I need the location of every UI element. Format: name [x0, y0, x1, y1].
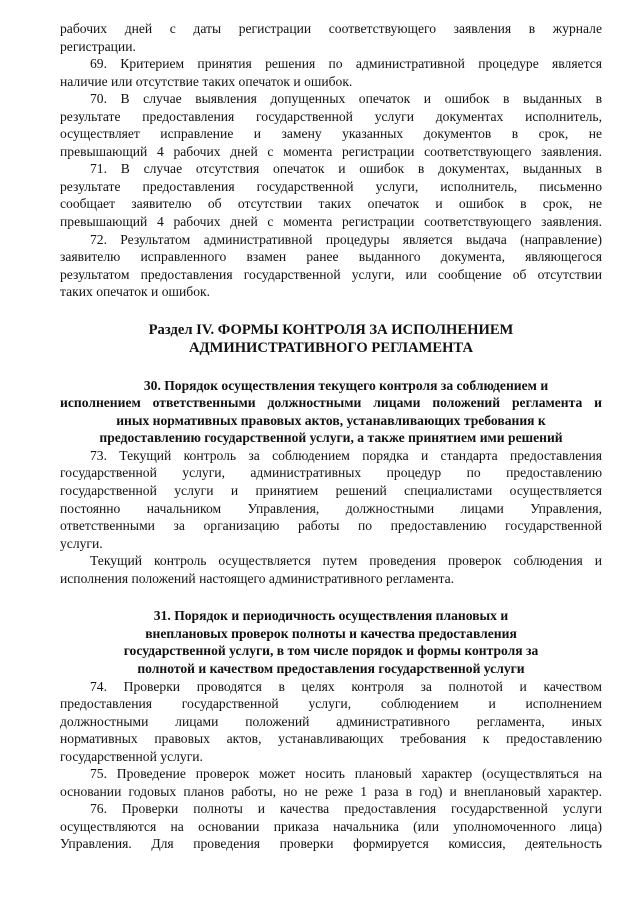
- subsection-30-heading-line-4: предоставлению государственной услуги, а также принятием ими решений: [99, 430, 563, 446]
- paragraph-70-line-4: превышающий 4 рабочих дней с момента регистрации соответствующего заявления.: [60, 143, 602, 159]
- paragraph-70-line-1: 70. В случае выявления допущенных опечаток и ошибок в выданных в: [90, 91, 602, 107]
- paragraph-73-line-4: постоянно начальником Управления, должностными лицами Управления,: [60, 500, 602, 516]
- subsection-30-heading-line-2: исполнением ответственными должностными лицами положений регламента и: [60, 395, 602, 411]
- paragraph-74-line-2: предоставления государственной услуги, соблюдением и исполнением: [60, 696, 602, 712]
- paragraph-70-line-3: осуществляет исправление и замену указанных документов в срок, не: [60, 126, 602, 142]
- paragraph-75-line-1: 75. Проведение проверок может носить плановый характер (осуществляться на: [90, 766, 602, 782]
- paragraph-76-line-2: осуществляются на основании приказа начальника (или уполномоченного лица): [60, 818, 602, 834]
- paragraph-72-line-1: 72. Результатом административной процедуры является выдача (направление): [90, 231, 602, 247]
- paragraph-73-line-3: государственной услуги и принятием решений специалистами осуществляется: [60, 483, 602, 499]
- paragraph-68-line-2: регистрации.: [60, 38, 136, 54]
- paragraph-73-line-6: услуги.: [60, 535, 103, 551]
- subsection-30-heading-line-1: 30. Порядок осуществления текущего контроля за соблюдением и: [143, 377, 549, 393]
- paragraph-74-line-4: нормативных правовых актов, устанавливающих требования к предоставлению: [60, 731, 602, 747]
- document-page: [60, 20, 602, 853]
- subsection-31-heading-line-1: 31. Порядок и периодичность осуществления плановых и: [153, 608, 509, 624]
- paragraph-71-line-2: результате предоставления государственной услуги, исполнитель, письменно: [60, 178, 602, 194]
- paragraph-71-line-3: сообщает заявителю об отсутствии таких опечаток и ошибок в срок, не: [60, 196, 602, 212]
- paragraph-70-line-2: результате предоставления государственной услуги документах исполнитель,: [60, 108, 602, 124]
- paragraph-73-line-1: 73. Текущий контроль за соблюдением порядка и стандарта предоставления: [90, 447, 602, 463]
- paragraph-76-line-3: Управления. Для проведения проверки формируется комиссия, деятельность: [60, 836, 602, 852]
- section-4-heading-line-1: Раздел IV. ФОРМЫ КОНТРОЛЯ ЗА ИСПОЛНЕНИЕМ: [148, 321, 514, 338]
- paragraph-74-line-5: государственной услуги.: [60, 748, 203, 764]
- paragraph-76-line-1: 76. Проверки полноты и качества предоставления государственной услуги: [90, 801, 602, 817]
- paragraph-current-control-line-1: Текущий контроль осуществляется путем проведения проверок соблюдения и: [90, 553, 602, 569]
- paragraph-74-line-3: должностными лицами положений административного регламента, иных: [60, 713, 602, 729]
- section-4-heading-line-2: АДМИНИСТРАТИВНОГО РЕГЛАМЕНТА: [189, 339, 473, 356]
- subsection-30-heading-line-3: иных нормативных правовых актов, устанавливающих требования к: [116, 412, 546, 428]
- subsection-31-heading-line-3: государственной услуги, в том числе порядок и формы контроля за: [123, 643, 539, 659]
- paragraph-72-line-3: результатом предоставления государственной услуги, или сообщение об отсутствии: [60, 266, 602, 282]
- subsection-31-heading-line-4: полнотой и качеством предоставления государственной услуги: [137, 660, 525, 676]
- paragraph-73-line-5: ответственными за организацию работы по предоставлению государственной: [60, 518, 602, 534]
- paragraph-68-line-1: рабочих дней с даты регистрации соответствующего заявления в журнале: [60, 21, 602, 36]
- paragraph-69-line-1: 69. Критерием принятия решения по административной процедуре является: [90, 56, 602, 72]
- paragraph-72-line-4: таких опечаток и ошибок.: [60, 284, 210, 300]
- paragraph-current-control-line-2: исполнения положений настоящего административного регламента.: [60, 570, 455, 586]
- paragraph-72-line-2: заявителю исправленного взамен ранее выданного документа, являющегося: [60, 249, 602, 265]
- paragraph-71-line-1: 71. В случае отсутствия опечаток и ошибок в документах, выданных в: [90, 161, 602, 177]
- paragraph-74-line-1: 74. Проверки проводятся в целях контроля за полнотой и качеством: [90, 678, 602, 694]
- paragraph-71-line-4: превышающий 4 рабочих дней с момента регистрации соответствующего заявления.: [60, 214, 602, 230]
- paragraph-69-line-2: наличие или отсутствие таких опечаток и ошибок.: [60, 73, 353, 89]
- paragraph-73-line-2: государственной услуги, административных процедур по предоставлению: [60, 465, 602, 481]
- subsection-31-heading-line-2: внеплановых проверок полноты и качества предоставления: [145, 625, 517, 641]
- paragraph-75-line-2: основании годовых планов работы, но не реже 1 раза в год) и внеплановый характер.: [60, 783, 602, 799]
